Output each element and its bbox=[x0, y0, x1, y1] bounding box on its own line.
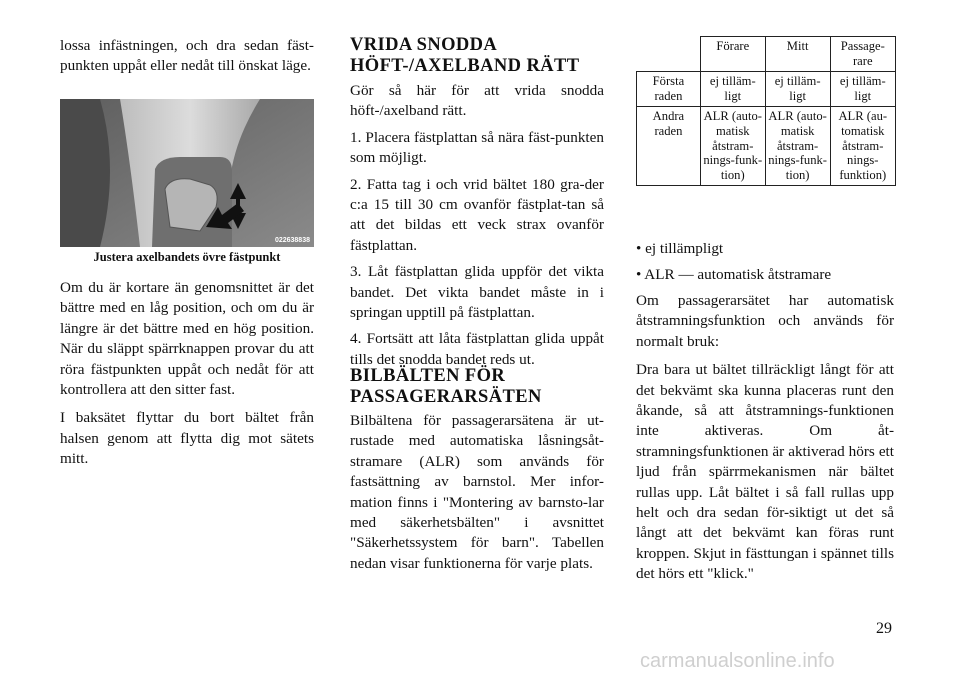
table-header-cell: Passage-rare bbox=[830, 37, 895, 72]
twisted-belt-instructions bbox=[350, 81, 604, 370]
rear-seat-paragraph: I baksätet flyttar du bort bältet från halsen genom att flytta dig mot sätets mitt. bbox=[60, 409, 314, 468]
height-advice-paragraph: Om du är kortare än genomsnittet är det bättre med en låg position, och om du är längre är det bättre med en hög position. När du släppt spärrknappen provar du att röra fästpunkten uppåt och nedåt för att kontrollera att den sitter fast. bbox=[60, 279, 314, 399]
table-header-row bbox=[637, 37, 896, 72]
left-body bbox=[60, 278, 314, 470]
table-row bbox=[637, 72, 896, 107]
twisted-belt-heading: VRIDA SNODDA HÖFT-/AXELBAND RÄTT bbox=[350, 35, 580, 76]
figure-caption: Justera axelbandets övre fästpunkt bbox=[93, 250, 281, 264]
table-header-cell: Mitt bbox=[765, 37, 830, 72]
passenger-belts-text bbox=[350, 411, 604, 574]
table-corner-cell bbox=[637, 37, 701, 72]
table-row bbox=[637, 107, 896, 186]
passenger-belts-paragraph: Bilbältena för passagerarsätena är ut-rustade med automatiska låsningsåt-stramare (ALR) som används för fastsättning av barnstol. Mer infor-mation finns i "Montering av barnsto-lar med säkerhetsbälten" i avsnittet "Säkerhetssystem för barn". Tabellen nedan visar funktionerna för varje plats. bbox=[350, 412, 604, 572]
legend-item: • ej tillämpligt bbox=[636, 240, 724, 257]
step-1: 1. Placera fästplattan så nära fäst-punkten som möjligt. bbox=[350, 128, 604, 167]
table-row-label: Första raden bbox=[637, 72, 701, 107]
seatbelt-anchor-illustration bbox=[60, 99, 314, 247]
table-header-cell: Förare bbox=[700, 37, 765, 72]
right-body bbox=[636, 291, 894, 585]
table-row-label: Andra raden bbox=[637, 107, 701, 186]
seatbelt-anchor-photo bbox=[60, 99, 314, 247]
table-cell: ALR (auto-matisk åtstram-nings-funk-tion) bbox=[700, 107, 765, 186]
passenger-belts-heading: BILBÄLTEN FÖR PASSAGERARSÄTEN bbox=[350, 366, 542, 407]
site-watermark: carmanualsonline.info bbox=[640, 650, 835, 672]
figure-code: 022638838 bbox=[274, 237, 310, 244]
table-legend bbox=[636, 239, 894, 292]
legend-item: • ALR — automatisk åtstramare bbox=[636, 266, 832, 284]
table-cell: ALR (auto-matisk åtstram-nings-funk-tion) bbox=[765, 107, 830, 186]
seat-function-table bbox=[636, 36, 896, 186]
step-2: 2. Fatta tag i och vrid bältet 180 gra-der c:a 15 till 30 cm ovanför fästplat-tan så att det bildas ett veck strax ovanför fästplattan. bbox=[350, 175, 604, 254]
alr-intro-paragraph: Om passagerarsätet har automatisk åtstramningsfunktion och används för normalt bruk: bbox=[636, 292, 894, 350]
intro-text-block bbox=[60, 36, 314, 77]
table-cell: ej tilläm-ligt bbox=[830, 72, 895, 107]
intro-paragraph: lossa infästningen, och dra sedan fäst-punkten uppåt eller nedåt till önskat läge. bbox=[60, 37, 314, 75]
step-3: 3. Låt fästplattan glida uppför det vikta bandet. Det vikta bandet måste in i springan upptill på fästplattan. bbox=[350, 263, 604, 322]
step-4: 4. Fortsätt att låta fästplattan glida uppåt tills det snodda bandet reds ut. bbox=[350, 330, 604, 368]
table-cell: ALR (au-tomatisk åtstram-nings-funktion) bbox=[830, 107, 895, 186]
table-cell: ej tilläm-ligt bbox=[765, 72, 830, 107]
twisted-belt-intro: Gör så här för att vrida snodda höft-/axelband rätt. bbox=[350, 82, 604, 120]
table-cell: ej tilläm-ligt bbox=[700, 72, 765, 107]
alr-instructions-paragraph: Dra bara ut bältet tillräckligt långt för att det bekvämt ska kunna placeras runt den åkande, så att åtstramnings-funktionen inte aktiveras. Om åt-stramningsfunktionen är aktiverad hörs ett ljud från spärrmekanismen när bältet rullas upp. Låt bältet i så fall rullas upp helt och dra sedan för-siktigt ut det så långt att det bekvämt kan föras runt kroppen. Skjut in fästtungan i spännet tills det hörs ett "klick." bbox=[636, 361, 894, 583]
page-number: 29 bbox=[876, 620, 892, 637]
